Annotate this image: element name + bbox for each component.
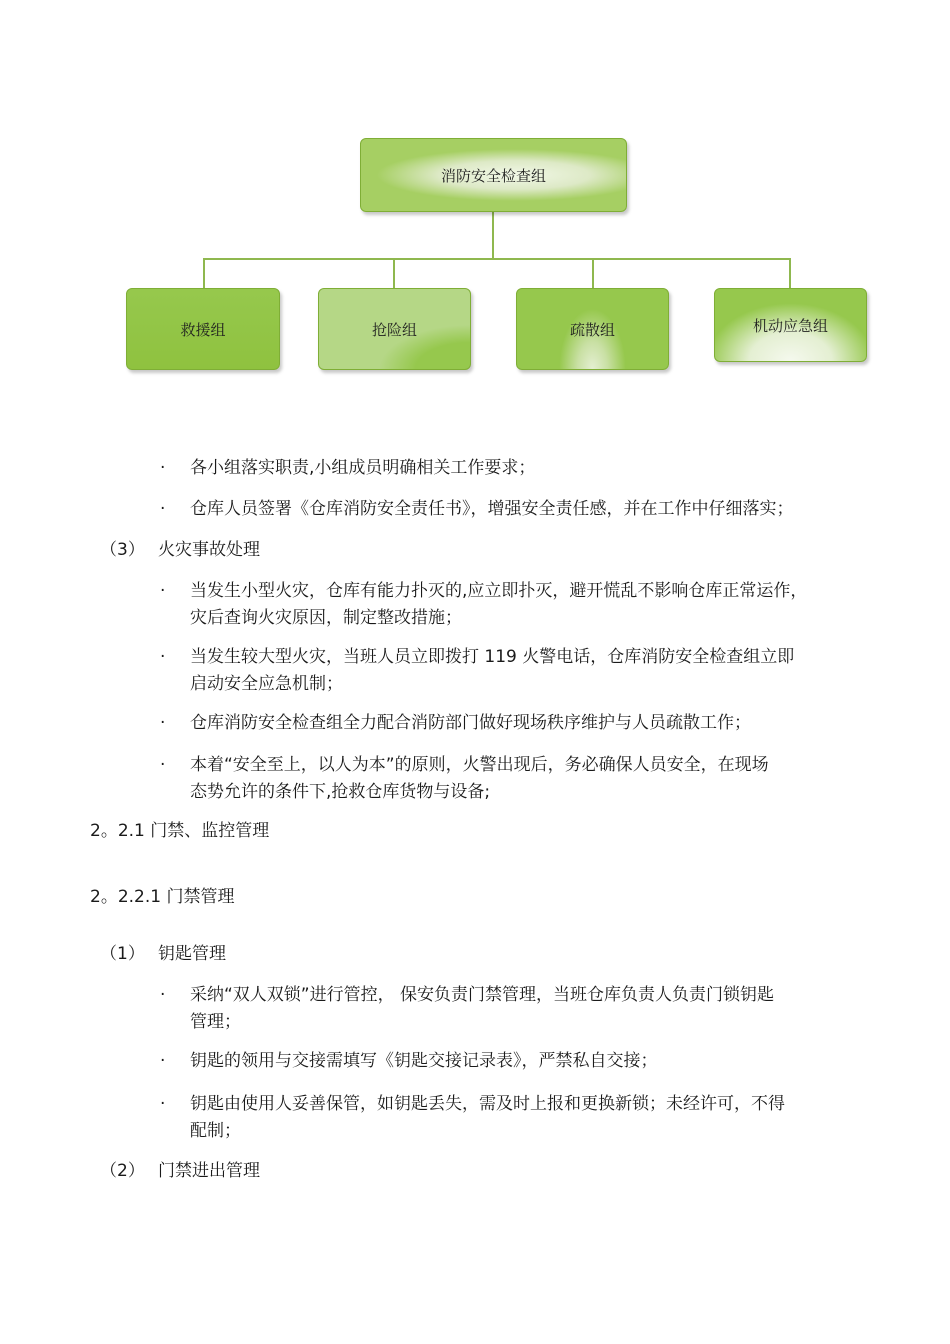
bullet-item — [190, 710, 880, 737]
bullet-line: 本着“安全至上，以人为本”的原则，火警出现后，务必确保人员安全，在现场 — [190, 755, 769, 775]
section-title: 火灾事故处理 — [158, 540, 260, 560]
bullet-line: 态势允许的条件下,抢救仓库货物与设备; — [190, 782, 491, 802]
bullet-item — [190, 1048, 880, 1075]
section-number: （1） — [100, 944, 145, 964]
bullet-symbol: · — [160, 755, 166, 775]
bullet-symbol: · — [160, 647, 166, 667]
connector-drop-2 — [393, 258, 395, 288]
bullet-symbol: · — [160, 985, 166, 1005]
connector-horizontal — [203, 258, 791, 260]
bullet-line: 仓库消防安全检查组全力配合消防部门做好现场秩序维护与人员疏散工作； — [190, 713, 751, 733]
bullet-item — [190, 578, 880, 632]
bullet-symbol: · — [160, 581, 166, 601]
bullet-symbol: · — [160, 1051, 166, 1071]
bullet-symbol: · — [160, 713, 166, 733]
section-number: （3） — [100, 540, 145, 560]
org-node-mobile-emergency — [714, 288, 867, 362]
bullet-item: 仓库人员签署《仓库消防安全责任书》，增强安全责任感，并在工作中仔细落实； — [190, 499, 794, 519]
connector-drop-3 — [592, 258, 594, 288]
section-title: 钥匙管理 — [158, 944, 226, 964]
bullet-line: 钥匙的领用与交接需填写《钥匙交接记录表》，严禁私自交接； — [190, 1051, 658, 1071]
bullet-line: 管理； — [190, 1012, 241, 1032]
connector-vertical-top — [492, 212, 494, 259]
section-title: 门禁进出管理 — [158, 1161, 260, 1181]
org-node-fire-safety-inspection — [360, 138, 627, 212]
org-node-label: 救援组 — [180, 320, 226, 339]
heading-2-2-2-1: 2。2.2.1 门禁管理 — [90, 887, 235, 907]
connector-drop-4 — [789, 258, 791, 288]
org-node-label: 疏散组 — [569, 320, 615, 339]
bullet-symbol: · — [160, 458, 166, 478]
bullet-symbol: · — [160, 499, 166, 519]
section-number: （2） — [100, 1161, 145, 1181]
org-node-label: 机动应急组 — [752, 316, 828, 335]
bullet-line: 灾后查询火灾原因，制定整改措施； — [190, 608, 462, 628]
org-node-rescue — [126, 288, 280, 370]
heading-2-2-1: 2。2.1 门禁、监控管理 — [90, 821, 270, 841]
bullet-line: 配制； — [190, 1121, 241, 1141]
bullet-item — [190, 1091, 880, 1145]
org-chart — [0, 0, 950, 420]
bullet-symbol: · — [160, 1094, 166, 1114]
org-node-evacuation — [516, 288, 669, 370]
org-node-label: 抢险组 — [371, 320, 417, 339]
org-node-label: 消防安全检查组 — [440, 166, 546, 185]
bullet-line: 启动安全应急机制； — [190, 674, 343, 694]
bullet-line: 采纳“双人双锁”进行管控， 保安负责门禁管理，当班仓库负责人负责门锁钥匙 — [190, 985, 775, 1005]
bullet-item — [190, 982, 880, 1036]
bullet-item — [190, 752, 880, 806]
bullet-line: 当发生较大型火灾，当班人员立即拨打 119 火警电话，仓库消防安全检查组立即 — [190, 647, 795, 667]
org-node-emergency-repair — [318, 288, 471, 370]
bullet-line: 钥匙由使用人妥善保管，如钥匙丢失，需及时上报和更换新锁；未经许可，不得 — [190, 1094, 785, 1114]
bullet-line: 当发生小型火灾，仓库有能力扑灭的,应立即扑灭，避开慌乱不影响仓库正常运作， — [190, 581, 808, 601]
connector-drop-1 — [203, 258, 205, 288]
bullet-item: 各小组落实职责,小组成员明确相关工作要求； — [190, 458, 536, 478]
bullet-item — [190, 644, 880, 698]
